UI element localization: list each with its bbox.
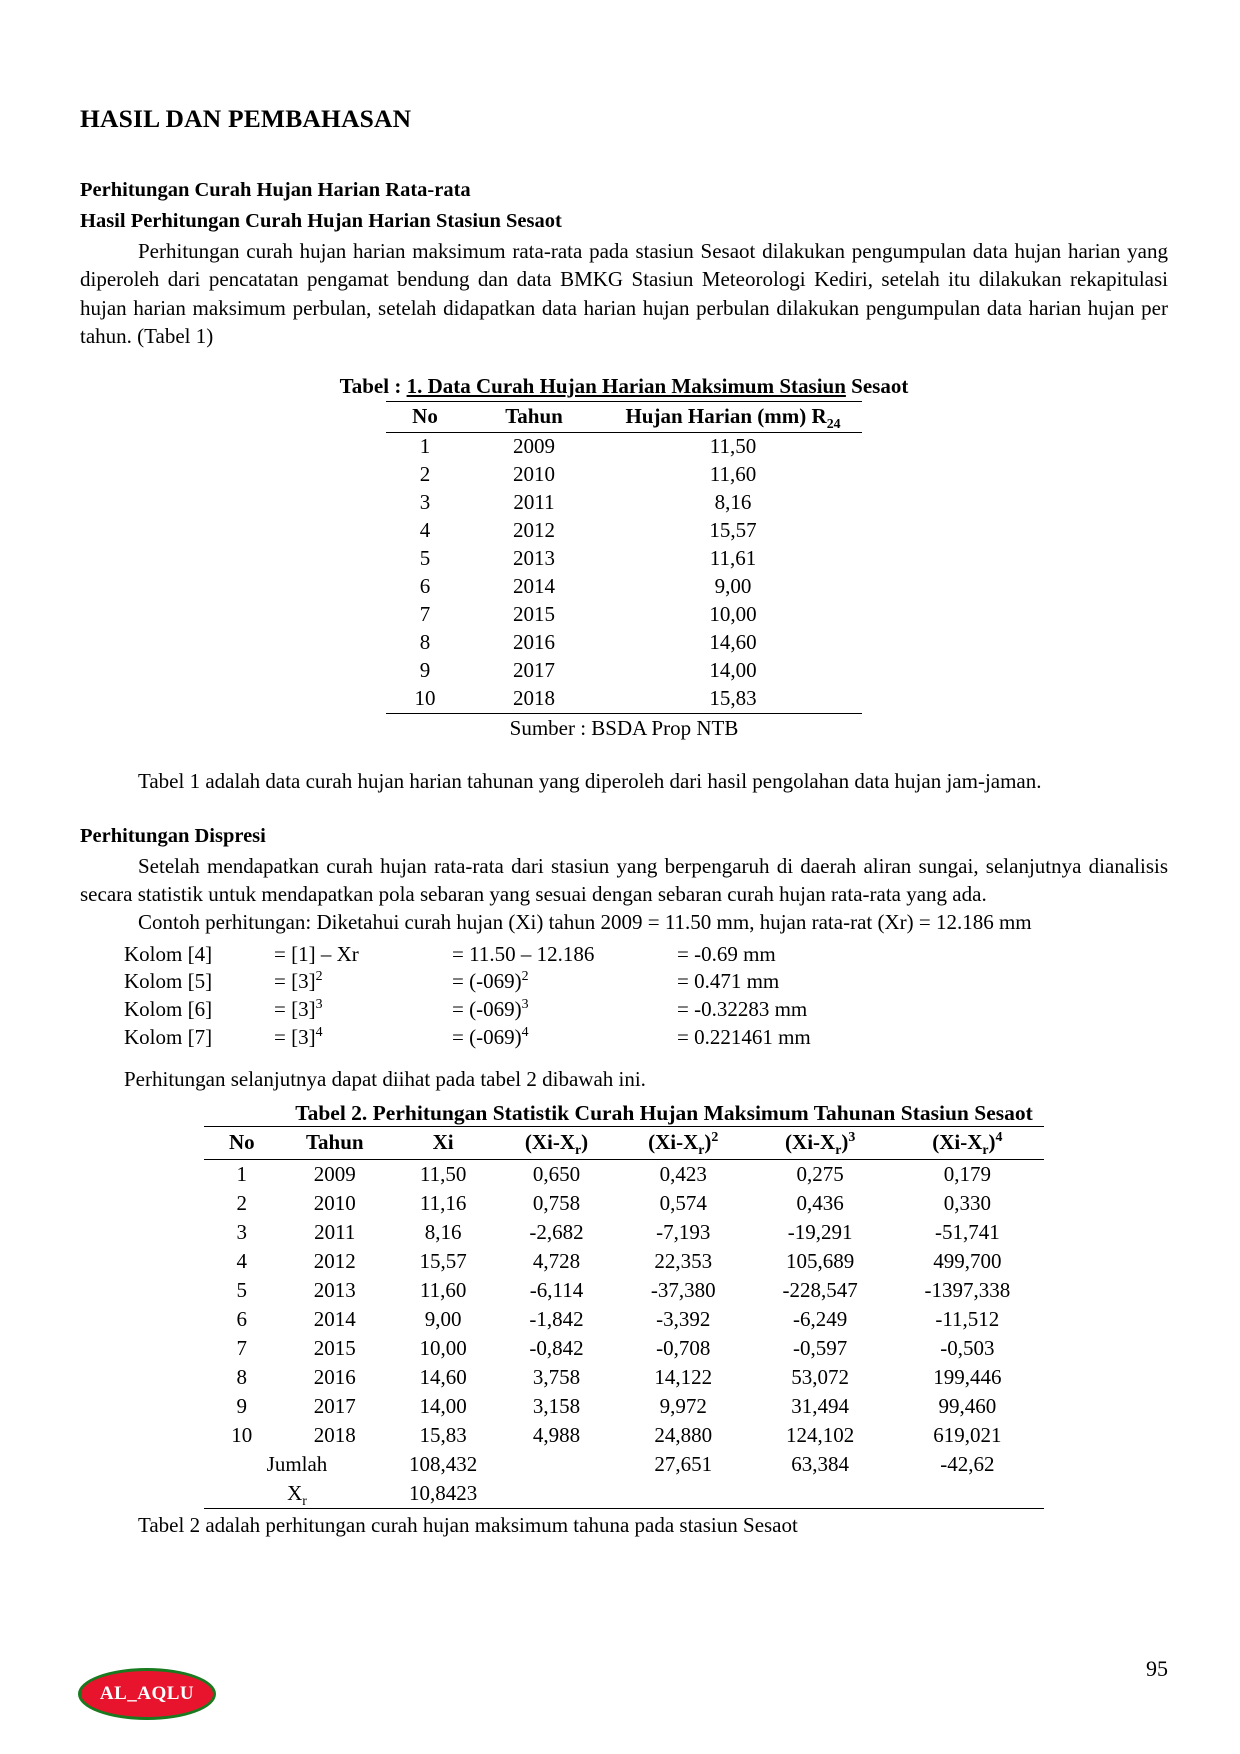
table-cell: 1: [236, 1161, 248, 1186]
table-cell: 0,574: [659, 1190, 707, 1215]
table-row: [386, 517, 862, 545]
table2-block: [80, 1101, 1168, 1538]
table-cell: [496, 1450, 617, 1479]
table2-mean-label: $X_r$: [204, 1479, 390, 1509]
table-row: [386, 685, 862, 714]
table-cell: 14,00: [419, 1393, 467, 1418]
table-cell: 10,8423: [390, 1479, 496, 1509]
table-cell: -6,249: [793, 1306, 848, 1331]
table-cell: 4: [236, 1248, 248, 1273]
table-row: [204, 1334, 1044, 1363]
table-row: [386, 545, 862, 573]
table-row: [386, 657, 862, 685]
formula-expression: = $[3]^3$: [274, 996, 323, 1022]
table-cell: [891, 1479, 1044, 1509]
table-cell: 3,758: [532, 1364, 581, 1389]
formula-expression: = $[3]^2$: [274, 968, 323, 994]
table-cell: 2010: [313, 1190, 356, 1215]
table1-title: [340, 374, 909, 399]
table-row: [386, 629, 862, 657]
table-cell: 15,83: [604, 685, 862, 714]
table-cell: 14,122: [654, 1364, 713, 1389]
table-cell: 2015: [513, 601, 555, 626]
table-cell: 499,700: [933, 1248, 1002, 1273]
table2-col-dev1: $(Xi-X_r)$: [496, 1127, 617, 1160]
table-cell: 27,651: [654, 1451, 713, 1476]
table-cell: -0,708: [656, 1335, 711, 1360]
table-cell: 2014: [313, 1306, 356, 1331]
table-cell: 10: [231, 1422, 253, 1447]
formula-label: Kolom [7]: [124, 1025, 213, 1050]
formula-substitution: = $(-069)^3$: [452, 996, 529, 1022]
table2-col-xi: Xi: [390, 1127, 496, 1160]
journal-logo-text: AL_AQLU: [99, 1683, 195, 1704]
table-cell: -3,392: [656, 1306, 711, 1331]
table-cell: 4,728: [532, 1248, 581, 1273]
dispresi-paragraph-1: Setelah mendapatkan curah hujan rata-rata dari stasiun yang berpengaruh di daerah aliran sungai, selanjutnya dianalisis secara statistik untuk mendapatkan pola sebaran yang sesuai dengan sebaran curah hujan rata-rata yang ada.: [80, 854, 1168, 907]
table-cell: 53,072: [791, 1364, 850, 1389]
table-row: [204, 1363, 1044, 1392]
table-cell: -42,62: [940, 1451, 995, 1476]
table-cell: 1: [419, 433, 431, 458]
formula-substitution: = $(-069)^4$: [452, 1024, 529, 1050]
table2-header-row: [204, 1127, 1044, 1160]
table-row: [204, 1305, 1044, 1334]
table-cell: 2016: [313, 1364, 356, 1389]
formula-label: Kolom [4]: [124, 941, 213, 966]
table-row: [386, 601, 862, 629]
table-cell: 2013: [313, 1277, 356, 1302]
table-cell: 2017: [513, 657, 555, 682]
table1-header-row: [386, 401, 862, 432]
table-row: [204, 1160, 1044, 1190]
table-row: [386, 461, 862, 489]
table-cell: 105,689: [786, 1248, 855, 1273]
table-cell: 0,275: [796, 1161, 844, 1186]
table-cell: 2012: [313, 1248, 356, 1273]
table1-title-main: 1. Data Curah Hujan Harian Maksimum Stasiun: [406, 373, 846, 398]
table-cell: 9,00: [424, 1306, 462, 1331]
table-cell: 10,00: [709, 601, 757, 626]
table1-body: [386, 432, 862, 713]
table1-col-hujan-subscript: 24: [826, 416, 841, 432]
table-cell: 8,16: [714, 489, 752, 514]
table-cell: 2010: [513, 461, 555, 486]
table-cell: 2009: [313, 1161, 356, 1186]
table-cell: -0,597: [793, 1335, 848, 1360]
subheading-dispresi: Perhitungan Dispresi: [80, 824, 266, 847]
table1-col-hujan-text: Hujan Harian (mm) R: [625, 403, 827, 428]
table1-block: [80, 374, 1168, 741]
table2-col-tahun: Tahun: [280, 1127, 390, 1160]
formula-row: [124, 941, 1168, 969]
table-cell: -228,547: [782, 1277, 858, 1302]
formula-expression: = [1] – Xr: [274, 941, 359, 966]
table-cell: 2011: [513, 489, 555, 514]
table-row: [204, 1189, 1044, 1218]
subheading-stasiun-sesaot: Hasil Perhitungan Curah Hujan Harian Stasiun Sesaot: [80, 210, 562, 233]
table-cell: 11,60: [709, 461, 757, 486]
table-cell: 14,60: [419, 1364, 467, 1389]
intro-paragraph: Perhitungan curah hujan harian maksimum rata-rata pada stasiun Sesaot dilakukan pengumpulan data hujan harian yang diperoleh dari pencatatan pengamat bendung dan data BMKG Stasiun Meteorologi Kediri, setelah itu dilakukan rekapitulasi hujan harian maksimum perbulan, setelah didapatkan data harian hujan perbulan dilakukan pengumpulan data harian hujan per tahun. (Tabel 1): [80, 239, 1168, 348]
table-cell: 3,158: [532, 1393, 581, 1418]
table-cell: 11,16: [419, 1190, 467, 1215]
table-cell: 63,384: [791, 1451, 850, 1476]
table-cell: 15,83: [419, 1422, 467, 1447]
table-row: [386, 432, 862, 461]
table-cell: 2016: [513, 629, 555, 654]
formula-row: [124, 968, 1168, 996]
formula-label: Kolom [5]: [124, 969, 213, 994]
formula-substitution: = $(-069)^2$: [452, 968, 529, 994]
table-cell: 7: [419, 601, 431, 626]
table-cell: 108,432: [408, 1451, 478, 1476]
table-cell: 2011: [314, 1219, 356, 1244]
table-cell: 99,460: [938, 1393, 997, 1418]
table-row: [204, 1276, 1044, 1305]
table-cell: 22,353: [654, 1248, 713, 1273]
table-cell: -51,741: [934, 1219, 1000, 1244]
table-cell: 0,758: [532, 1190, 581, 1215]
table-cell: 2013: [513, 545, 555, 570]
table-cell: 199,446: [933, 1364, 1002, 1389]
table-cell: 0,423: [659, 1161, 707, 1186]
formula-result: = 0.471 mm: [677, 969, 780, 994]
journal-logo: [78, 1668, 216, 1720]
table-cell: 3: [236, 1219, 248, 1244]
table-cell: 11,61: [709, 545, 757, 570]
table-cell: 9: [419, 657, 431, 682]
table-cell: 0,436: [796, 1190, 844, 1215]
table-cell: 24,880: [654, 1422, 713, 1447]
table-cell: 8: [419, 629, 431, 654]
table-cell: [617, 1479, 750, 1509]
table-cell: -37,380: [650, 1277, 716, 1302]
table-cell: -0,842: [529, 1335, 584, 1360]
table-cell: 10: [386, 685, 464, 714]
table-cell: -0,503: [940, 1335, 995, 1360]
table1-col-hujan: [604, 401, 862, 432]
table2-total-row: [204, 1450, 1044, 1479]
table-cell: 2: [236, 1190, 248, 1215]
table1-title-prefix: Tabel :: [339, 373, 407, 398]
page-number: 95: [1146, 1656, 1168, 1681]
table-cell: -1,842: [529, 1306, 584, 1331]
table-cell: 2: [419, 461, 431, 486]
table-row: [204, 1421, 1044, 1450]
table-cell: -19,291: [787, 1219, 853, 1244]
table2: [204, 1126, 1044, 1509]
formula-result: = -0.32283 mm: [677, 997, 808, 1022]
table-cell: 2014: [513, 573, 555, 598]
table-row: [386, 573, 862, 601]
table2-mean-row: [204, 1479, 1044, 1509]
table2-col-no: No: [204, 1127, 280, 1160]
table-cell: [750, 1479, 891, 1509]
table-cell: 5: [419, 545, 431, 570]
table-cell: 9: [236, 1393, 248, 1418]
table-cell: 0,179: [943, 1161, 991, 1186]
table-cell: 11,60: [419, 1277, 467, 1302]
table-cell: 2017: [313, 1393, 356, 1418]
table-row: [386, 489, 862, 517]
table-cell: 619,021: [933, 1422, 1002, 1447]
table-row: [204, 1247, 1044, 1276]
table-cell: 14,60: [709, 629, 757, 654]
table-row: [204, 1392, 1044, 1421]
formula-substitution: = 11.50 – 12.186: [452, 941, 595, 966]
table-cell: 2018: [464, 685, 604, 714]
table-cell: 11,50: [419, 1161, 467, 1186]
formula-result: = 0.221461 mm: [677, 1025, 811, 1050]
formula-row: [124, 996, 1168, 1024]
table2-title: Tabel 2. Perhitungan Statistik Curah Hujan Maksimum Tahunan Stasiun Sesaot: [295, 1101, 1033, 1126]
table-cell: -1397,338: [924, 1277, 1011, 1302]
table-cell: 4,988: [532, 1422, 581, 1447]
subheading-rata-rata: Perhitungan Curah Hujan Harian Rata-rata: [80, 179, 471, 202]
table-cell: 8,16: [424, 1219, 462, 1244]
page-title: HASIL DAN PEMBAHASAN: [80, 104, 412, 133]
table-cell: 6: [236, 1306, 248, 1331]
table-cell: 2009: [513, 433, 555, 458]
table-cell: 10,00: [419, 1335, 467, 1360]
table1-source: Sumber : BSDA Prop NTB: [509, 715, 739, 740]
table2-body: [204, 1160, 1044, 1509]
table-cell: 0,330: [943, 1190, 991, 1215]
table-cell: 0,650: [532, 1161, 581, 1186]
dispresi-paragraph-2: Contoh perhitungan: Diketahui curah hujan (Xi) tahun 2009 = 11.50 mm, hujan rata-rat (Xr) = 12.186 mm: [138, 910, 1032, 935]
table-cell: 5: [236, 1277, 248, 1302]
table-cell: 15,57: [709, 517, 757, 542]
table-row: [204, 1218, 1044, 1247]
table-cell: 9,972: [659, 1393, 707, 1418]
table-cell: 4: [419, 517, 431, 542]
table-cell: -7,193: [656, 1219, 711, 1244]
table-cell: 124,102: [786, 1422, 855, 1447]
table-cell: 2012: [513, 517, 555, 542]
table-cell: -6,114: [529, 1277, 584, 1302]
table2-col-dev3: $(Xi-X_r)^3$: [750, 1127, 891, 1160]
table-cell: 15,57: [419, 1248, 467, 1273]
table-cell: 11,50: [709, 433, 757, 458]
formula-expression: = $[3]^4$: [274, 1024, 323, 1050]
table-cell: -11,512: [935, 1306, 1000, 1331]
table-cell: 9,00: [714, 573, 752, 598]
table-cell: 3: [419, 489, 431, 514]
formula-label: Kolom [6]: [124, 997, 213, 1022]
table-cell: 2018: [313, 1422, 356, 1447]
formula-block: [80, 941, 1168, 1053]
table1-caption: Tabel 1 adalah data curah hujan harian tahunan yang diperoleh dari hasil pengolahan data hujan jam-jaman.: [138, 768, 1042, 793]
table-cell: 7: [236, 1335, 248, 1360]
table1-col-no: No: [386, 401, 464, 432]
table-cell: -2,682: [529, 1219, 584, 1244]
formula-result: = -0.69 mm: [677, 941, 776, 966]
table-cell: 2015: [313, 1335, 356, 1360]
table2-lead-in: Perhitungan selanjutnya dapat diihat pada tabel 2 dibawah ini.: [124, 1067, 646, 1092]
table1-col-tahun: Tahun: [464, 401, 604, 432]
table-cell: 31,494: [791, 1393, 850, 1418]
table-cell: 6: [419, 573, 431, 598]
formula-row: [124, 1024, 1168, 1052]
table2-col-dev4: $(Xi-X_r)^4$: [891, 1127, 1044, 1160]
table-cell: 14,00: [709, 657, 757, 682]
table-cell: 8: [236, 1364, 248, 1389]
table1-title-suffix: Sesaot: [845, 373, 909, 398]
table2-caption: Tabel 2 adalah perhitungan curah hujan maksimum tahuna pada stasiun Sesaot: [138, 1513, 798, 1538]
table2-total-label: Jumlah: [266, 1451, 328, 1476]
table-cell: [496, 1479, 617, 1509]
table2-col-dev2: $(Xi-X_r)^2$: [617, 1127, 750, 1160]
table1: [386, 401, 862, 714]
